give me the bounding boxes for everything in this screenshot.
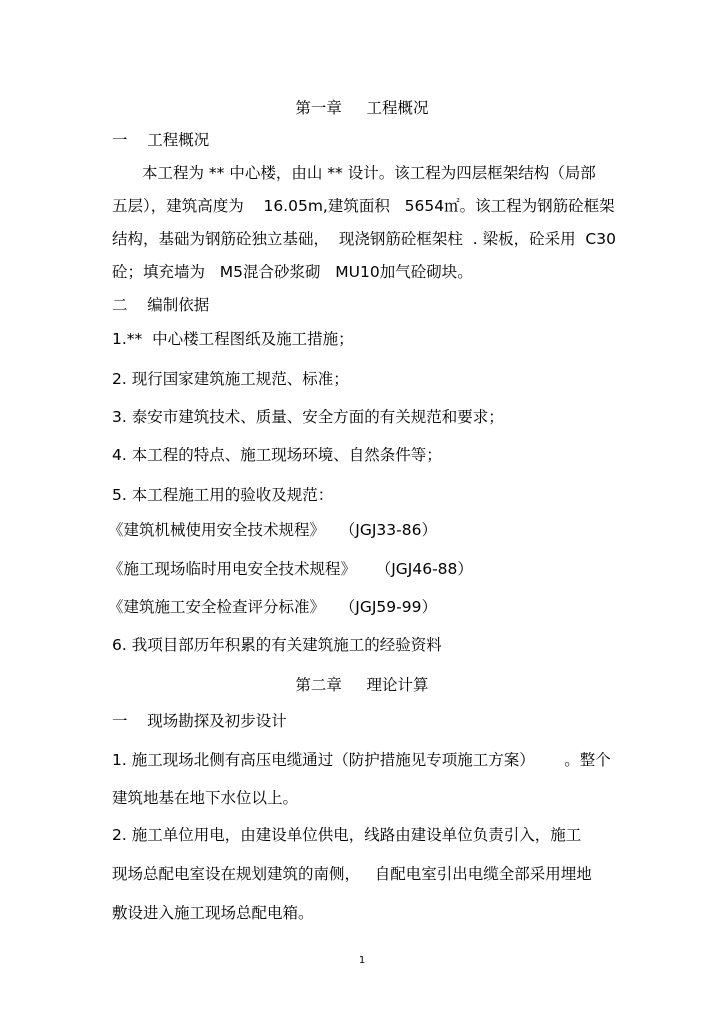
page-number: 1 xyxy=(358,955,366,966)
overview-line-1: 本工程为 ** 中心楼，由山 ** 设计。该工程为四层框架结构（局部 xyxy=(142,164,596,182)
basis-item-4: 4. 本工程的特点、施工现场环境、自然条件等； xyxy=(112,446,442,464)
basis-item-1: 1.** 中心楼工程图纸及施工措施； xyxy=(112,330,354,348)
section-heading-basis: 二 编制依据 xyxy=(112,296,210,314)
survey-line-3: 2. 施工单位用电，由建设单位供电，线路由建设单位负责引入，施工 xyxy=(112,826,582,844)
standard-3: 《建筑施工安全检查评分标准》 （JGJ59-99） xyxy=(108,598,437,616)
chapter-1-title: 第一章 工程概况 xyxy=(295,99,429,117)
standard-2: 《施工现场临时用电安全技术规程》 （JGJ46-88） xyxy=(108,560,473,578)
overview-line-2: 五层），建筑高度为 16.05m,建筑面积 5654㎡。该工程为钢筋砼框架 xyxy=(112,197,615,215)
section-heading-overview: 一 工程概况 xyxy=(112,131,210,149)
standard-1: 《建筑机械使用安全技术规程》 （JGJ33-86） xyxy=(108,521,437,539)
survey-line-4: 现场总配电室设在规划建筑的南侧， 自配电室引出电缆全部采用埋地 xyxy=(112,865,592,883)
basis-item-5: 5. 本工程施工用的验收及规范： xyxy=(112,486,334,504)
survey-line-1: 1. 施工现场北侧有高压电缆通过（防护措施见专项施工方案） 。整个 xyxy=(112,751,611,769)
chapter-2-title: 第二章 理论计算 xyxy=(295,676,429,694)
overview-line-4: 砼；填充墙为 M5混合砂浆砌 MU10加气砼砌块。 xyxy=(112,263,473,281)
survey-line-5: 敷设进入施工现场总配电箱。 xyxy=(112,904,314,922)
section-heading-survey: 一 现场勘探及初步设计 xyxy=(112,712,287,730)
overview-line-3: 结构，基础为钢筋砼独立基础， 现浇钢筋砼框架柱 . 梁板，砼采用 C30 xyxy=(112,230,616,248)
basis-item-2: 2. 现行国家建筑施工规范、标准； xyxy=(112,370,349,388)
basis-item-3: 3. 泰安市建筑技术、质量、安全方面的有关规范和要求； xyxy=(112,408,504,426)
basis-item-6: 6. 我项目部历年积累的有关建筑施工的经验资料 xyxy=(112,636,442,654)
survey-line-2: 建筑地基在地下水位以上。 xyxy=(112,789,299,807)
